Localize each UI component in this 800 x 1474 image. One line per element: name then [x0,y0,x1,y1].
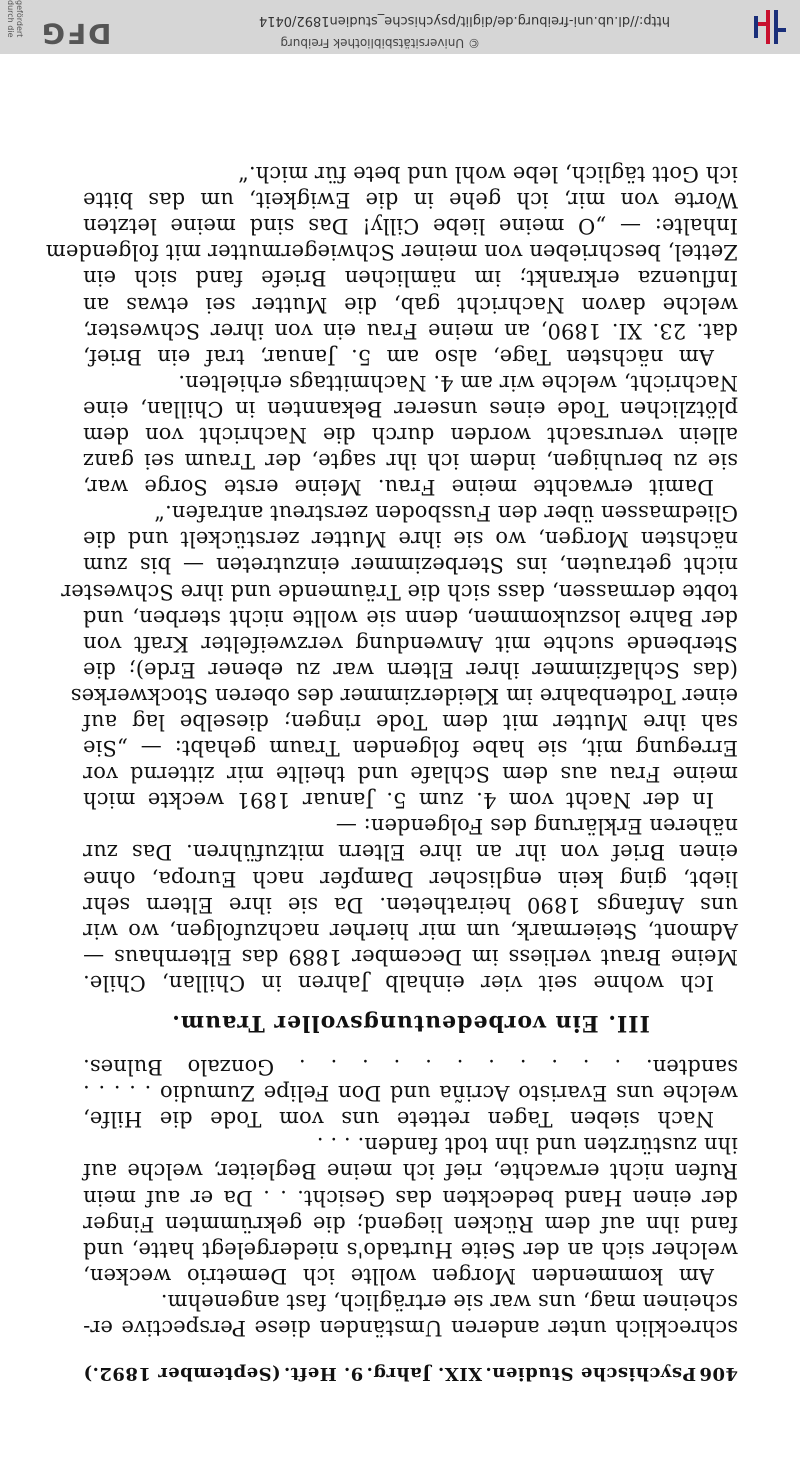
text-line: Gliedmassen über den Fussboden zerstreut antrafen.“ [154,501,738,526]
copyright-notice: © Universitätsbibliothek Freiburg [280,36,480,50]
text-line: Ich wohne seit vier einhalb Jahren in Chillan, Chile. [83,970,714,995]
text-line: welche davon Nachricht gab, die Mutter sei etwas an [83,292,738,317]
text-line: fand ihn auf dem Rücken liegend; die gekrümmten Finger [83,1211,738,1236]
text-line: näheren Erklärung des Folgenden: — [335,814,738,839]
paragraph-6 [83,370,738,500]
section-title: III. Ein vorbedeutungsvoller Traum. [171,1009,650,1036]
text-line: Rufen nicht erwachte, rief ich meine Begleiter, welche auf [83,1159,738,1184]
running-header [83,1363,738,1384]
text-line: nächsten Morgen, wo sie ihre Mutter zerstückelt und die [83,527,738,552]
journal-title: Psychische Studien. [485,1363,697,1384]
text-line: schrecklich unter anderen Umständen diese Perspective er- [83,1316,738,1340]
text-line: scheinen mag, uns war sie erträglich, fast angenehm. [160,1289,738,1314]
text-line: liebt, ging kein englischer Dampfer nach Europa, ohne [83,866,738,891]
library-footer-strip [0,0,800,54]
text-line: Damit erwachte meine Frau. Meine erste Sorge war, [83,475,714,500]
text-line: sandten. . . . . . . . . . . . Gonzalo Bulnes. [83,1055,738,1080]
text-line: ich Gott täglich, lebe wohl und bete für mich.“ [238,162,738,187]
text-line: einen Brief von ihr an ihre Eltern mitzuführen. Das zur [83,840,738,865]
text-line: Sterbende suchte mit Anwendung verzweifelter Kraft von [83,631,738,656]
issue-date: (September 1892.) [83,1363,281,1384]
text-line: tobte dermassen, dass sich die Träumende und ihre Schwester [61,579,738,604]
text-line: plötzlichen Tode eines unserer Bekannten in Chillan, eine [83,396,738,421]
text-line: Meine Braut verliess im December 1889 das Elternhaus — [83,944,738,969]
text-line: welcher sich an der Seite Hurtado's niedergelegt hatte, und [83,1237,738,1262]
text-line: welche uns Evaristo Acriña und Don Felipe Zumudio . . . . . [83,1081,738,1106]
dfg-logo: DFG [40,17,112,50]
paragraph-3 [83,1054,738,1132]
text-line: Am nächsten Tage, also am 5. Januar, traf ein Brief, [83,344,714,369]
text-line: dat. 23. XI. 1890, an meine Frau ein von ihrer Schwester, [83,318,738,343]
text-line: Worte von mir, ich gehe in die Ewigkeit, um das bitte [83,188,738,213]
text-line: nicht getrauten, ins Sterbezimmer einzutreten — bis zum [83,553,738,578]
paragraph-2 [83,1132,738,1289]
volume: XIX. Jahrg. [366,1363,483,1384]
text-line: sie zu beruhigen, indem ich ihr sagte, der Traum sei ganz [83,449,738,474]
text-line: Nachricht, welche wir am 4. Nachmittags erhielten. [178,370,738,395]
issue: 9. Heft. [283,1363,364,1384]
text-line: der Bahre loszukommen, denn sie wollte nicht sterben, und [83,605,738,630]
source-url[interactable]: http://dl.ub.uni-freiburg.de/diglit/psychische_studien1892/0414 [258,13,670,28]
text-line: sah ihre Mutter mit dem Tode ringen; dieselbe lag auf [83,710,738,735]
text-line: meine Frau aus dem Schlafe und theilte mir zitternd vor [83,762,738,787]
text-line: einer Todtenbahre im Kleiderzimmer des oberen Stockwerkes [70,683,738,708]
text-line: Am kommenden Morgen wollte ich Demetrio wecken, [83,1263,714,1288]
university-library-logo-icon [746,6,792,48]
text-line: Zettel, beschrieben von meiner Schwiegermutter mit folgendem [45,240,738,265]
page-number: 406 [698,1363,738,1384]
paragraph-7 [45,161,738,370]
text-line: Admont, Steiermark, um mir hierher nachzufolgen, wo wir [83,918,738,943]
book-page [45,161,738,1384]
text-line: der einen Hand bedeckten das Gesicht. . . Da er auf mein [83,1185,738,1210]
paragraph-5 [61,500,738,813]
paragraph-4 [83,813,738,996]
text-line: (das Schlafzimmer ihrer Eltern war zu ebener Erde); die [83,657,738,682]
text-line: Inhalte: — „O meine liebe Cilly! Das sind meine letzten [83,214,738,239]
dfg-tagline: gefördert durch die [6,0,24,38]
text-line: uns Anfangs 1890 heiratheten. Da sie ihre Eltern sehr [83,892,738,917]
text-line: allein verursacht worden durch die Nachricht von dem [83,423,738,447]
text-line: In der Nacht vom 4. zum 5. Januar 1891 weckte mich [83,788,714,813]
paragraph-1 [83,1289,738,1341]
text-line: Influenza erkrankt; im nämlichen Briefe fand sich ein [83,266,738,291]
text-line: ihn zustürzten und ihn todt fanden. . . . [316,1133,738,1158]
text-line: Erregung mit, sie habe folgenden Traum gehabt: — „Sie [83,736,738,761]
text-line: Nach sieben Tagen rettete uns vom Tode die Hilfe, [83,1107,714,1132]
